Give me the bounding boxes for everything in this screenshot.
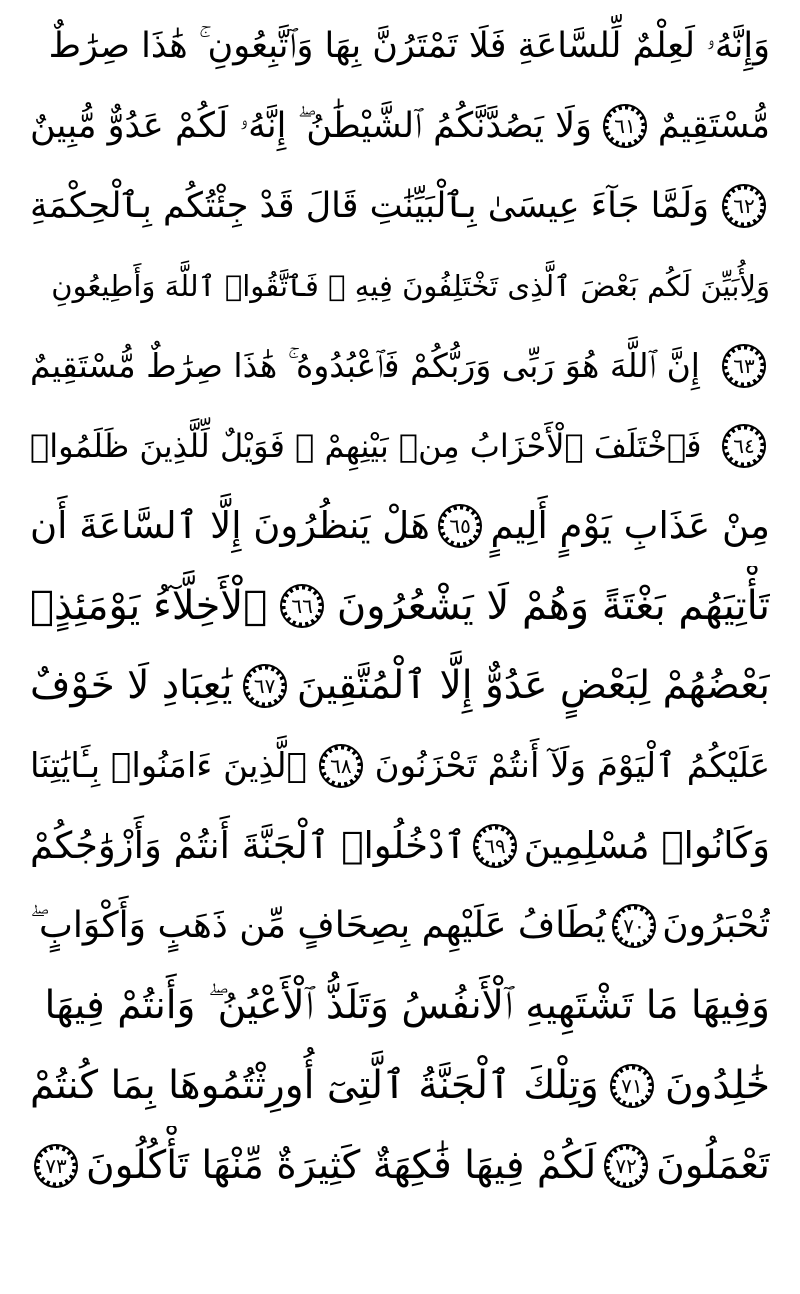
text-line-12 bbox=[30, 886, 770, 966]
verse-text: مُّسْتَقِيمٌ bbox=[657, 106, 770, 146]
text-line-6 bbox=[30, 406, 770, 486]
verse-text: وَكَانُوا۟ مُسْلِمِينَ bbox=[523, 824, 770, 867]
verse-text: هَلْ يَنظُرُونَ إِلَّا ٱلسَّاعَةَ أَن bbox=[30, 504, 430, 547]
verse-text: وَإِنَّهُۥ لَعِلْمٌ لِّلسَّاعَةِ فَلَا تَمْتَرُنَّ بِهَا وَٱتَّبِعُونِ ۚ هَٰذَا صِرَٰطٌ bbox=[48, 26, 770, 66]
text-line-13 bbox=[30, 966, 770, 1046]
verse-text: وَلَا يَصُدَّنَّكُمُ ٱلشَّيْطَٰنُ ۖ إِنَّهُۥ لَكُمْ عَدُوٌّ مُّبِينٌ bbox=[30, 106, 592, 146]
text-line-9 bbox=[30, 646, 770, 726]
ayah-number-marker bbox=[604, 1144, 648, 1188]
ayah-number-marker bbox=[722, 344, 766, 388]
ayah-number: ٧٣ bbox=[45, 1154, 67, 1178]
ayah-number: ٦٨ bbox=[330, 754, 352, 778]
verse-text: بَعْضُهُمْ لِبَعْضٍ عَدُوٌّ إِلَّا ٱلْمُتَّقِينَ bbox=[296, 663, 770, 708]
ayah-number-marker bbox=[319, 744, 363, 788]
ayah-number-marker bbox=[612, 904, 656, 948]
ayah-number: ٦٩ bbox=[484, 834, 506, 858]
verse-text: عَلَيْكُمُ ٱلْيَوْمَ وَلَآ أَنتُمْ تَحْزَنُونَ bbox=[374, 746, 770, 786]
text-line-14 bbox=[30, 1046, 770, 1126]
ayah-number: ٦٥ bbox=[449, 514, 471, 538]
text-line-1 bbox=[30, 6, 770, 86]
verse-text: إِنَّ ٱللَّهَ هُوَ رَبِّى وَرَبُّكُمْ فَٱعْبُدُوهُ ۚ هَٰذَا صِرَٰطٌ مُّسْتَقِيمٌ bbox=[30, 346, 700, 385]
verse-text: وَفِيهَا مَا تَشْتَهِيهِ ٱلْأَنفُسُ وَتَلَذُّ ٱلْأَعْيُنُ ۖ وَأَنتُمْ فِيهَا bbox=[44, 983, 770, 1028]
ayah-number: ٦١ bbox=[614, 114, 636, 138]
text-line-10 bbox=[30, 726, 770, 806]
verse-text: ٱلَّذِينَ ءَامَنُوا۟ بِـَٔايَٰتِنَا bbox=[30, 746, 308, 786]
ayah-number-marker bbox=[603, 104, 647, 148]
ayah-number: ٦٧ bbox=[253, 674, 276, 698]
ayah-number: ٧٠ bbox=[623, 914, 645, 938]
verse-text: خَٰلِدُونَ bbox=[665, 1063, 770, 1108]
text-line-5 bbox=[30, 326, 770, 406]
verse-text: يَٰعِبَادِ لَا خَوْفٌ bbox=[30, 663, 233, 708]
text-line-7 bbox=[30, 486, 770, 566]
ayah-number-marker bbox=[438, 504, 482, 548]
ayah-number-marker bbox=[722, 424, 766, 468]
verse-text: ٱلْأَخِلَّآءُ يَوْمَئِذٍۭ bbox=[30, 583, 268, 629]
verse-text: تَعْمَلُونَ bbox=[656, 1143, 770, 1188]
ayah-number-marker bbox=[280, 584, 324, 628]
ayah-number-marker bbox=[34, 1144, 78, 1188]
verse-text: لَكُمْ فِيهَا فَٰكِهَةٌ كَثِيرَةٌ مِّنْهَا تَأْكُلُونَ bbox=[85, 1143, 597, 1188]
ayah-number-marker bbox=[610, 1064, 654, 1108]
ayah-number: ٦٦ bbox=[291, 594, 313, 618]
text-line-8 bbox=[30, 566, 770, 646]
ayah-number-marker bbox=[243, 664, 287, 708]
text-line-2 bbox=[30, 86, 770, 166]
ayah-number-marker bbox=[722, 184, 766, 228]
verse-text: ٱدْخُلُوا۟ ٱلْجَنَّةَ أَنتُمْ وَأَزْوَٰجُكُمْ bbox=[30, 824, 467, 867]
ayah-number: ٦٢ bbox=[733, 194, 755, 218]
verse-text: تَأْتِيَهُم بَغْتَةً وَهُمْ لَا يَشْعُرُونَ bbox=[336, 583, 770, 629]
verse-text: تُحْبَرُونَ bbox=[662, 905, 770, 946]
verse-text: فَٱخْتَلَفَ ٱلْأَحْزَابُ مِنۢ بَيْنِهِمْ ۖ فَوَيْلٌ لِّلَّذِينَ ظَلَمُوا۟ bbox=[30, 427, 702, 465]
verse-text: وَلَمَّا جَآءَ عِيسَىٰ بِٱلْبَيِّنَٰتِ قَالَ قَدْ جِئْتُكُم بِٱلْحِكْمَةِ bbox=[30, 186, 710, 226]
text-line-15 bbox=[30, 1126, 770, 1206]
verse-text: وَلِأُبَيِّنَ لَكُم بَعْضَ ٱلَّذِى تَخْتَلِفُونَ فِيهِ ۖ فَٱتَّقُوا۟ ٱللَّهَ وَأَطِيعُونِ bbox=[51, 269, 770, 303]
ayah-number: ٧١ bbox=[621, 1074, 643, 1098]
verse-text: وَتِلْكَ ٱلْجَنَّةُ ٱلَّتِىٓ أُورِثْتُمُوهَا بِمَا كُنتُمْ bbox=[30, 1063, 599, 1108]
ayah-number: ٧٢ bbox=[615, 1154, 637, 1178]
text-line-3 bbox=[30, 166, 770, 246]
ayah-number: ٦٤ bbox=[733, 434, 755, 458]
ayah-number: ٦٣ bbox=[733, 354, 755, 378]
verse-text: يُطَافُ عَلَيْهِم بِصِحَافٍ مِّن ذَهَبٍ وَأَكْوَابٍ ۖ bbox=[30, 905, 606, 946]
verse-text: مِنْ عَذَابِ يَوْمٍ أَلِيمٍ bbox=[490, 504, 770, 547]
text-line-4 bbox=[30, 246, 770, 326]
ayah-number-marker bbox=[473, 824, 517, 868]
text-line-11 bbox=[30, 806, 770, 886]
